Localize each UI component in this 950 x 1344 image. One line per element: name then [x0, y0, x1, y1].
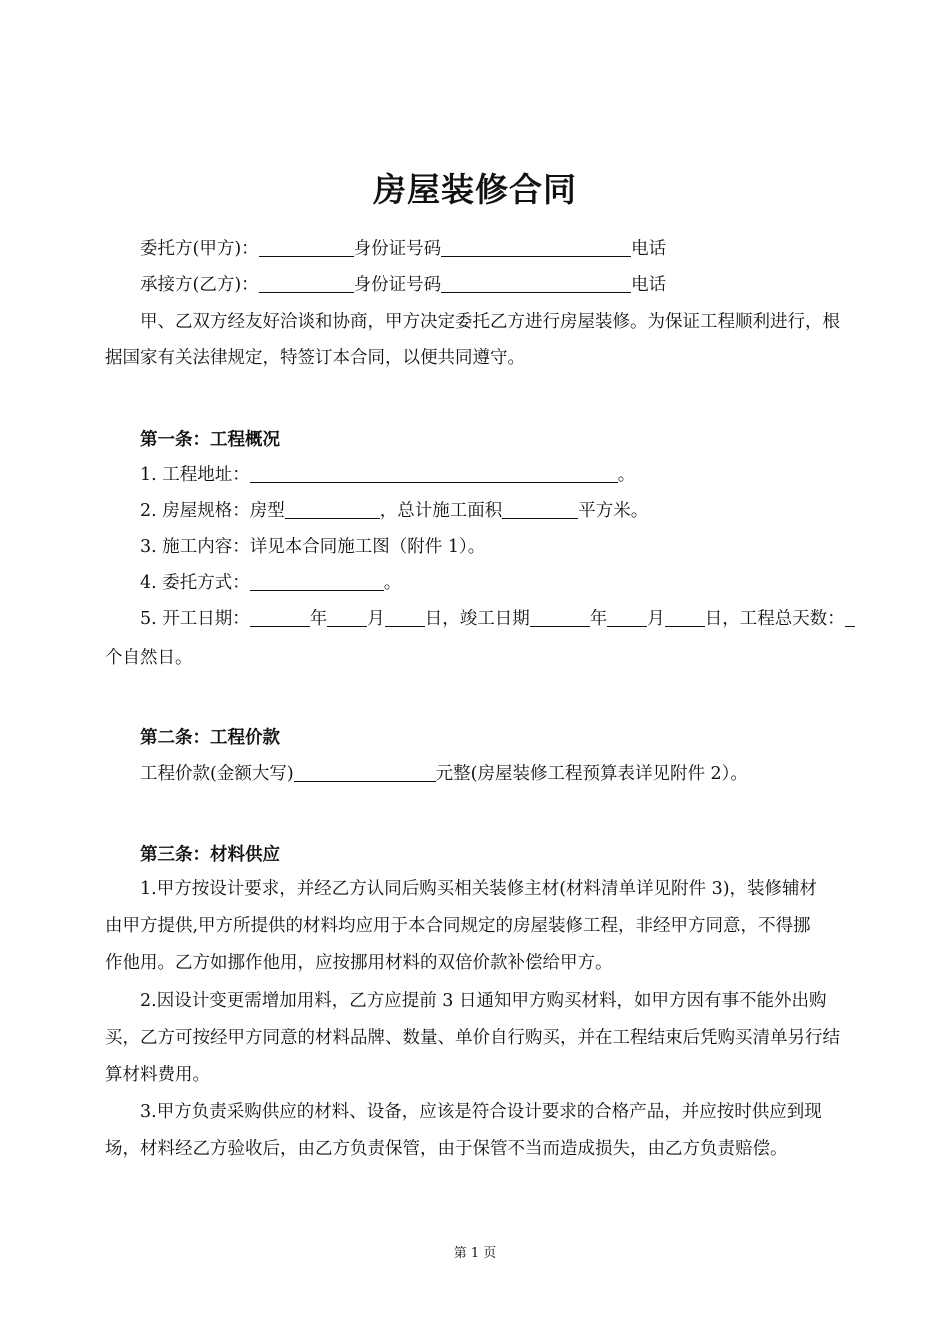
year-label: 年	[589, 609, 608, 629]
house-type-label: 2. 房屋规格：房型	[140, 501, 285, 521]
party-b-name-field[interactable]	[259, 270, 354, 293]
year-label: 年	[309, 609, 328, 629]
entrust-method-field[interactable]	[250, 568, 384, 591]
house-type-field[interactable]	[285, 496, 380, 519]
article-2-price	[140, 756, 880, 792]
month-label: 月	[367, 609, 385, 629]
start-day-field[interactable]	[385, 604, 425, 627]
article-1-item-2	[140, 493, 880, 529]
end-day-field[interactable]	[665, 604, 705, 627]
start-month-field[interactable]	[327, 604, 367, 627]
page-title: 房屋装修合同	[373, 170, 577, 209]
article-1-item-4	[140, 565, 880, 601]
article-3-p3-line-2: 场，材料经乙方验收后，由乙方负责保管，由于保管不当而造成损失，由乙方负责赔偿。	[105, 1139, 788, 1159]
address-field[interactable]	[250, 460, 618, 483]
article-3-p2-line-3: 算材料费用。	[105, 1065, 210, 1085]
end-year-field[interactable]	[530, 604, 590, 627]
article-3-p1-line-1: 1.甲方按设计要求，并经乙方认同后购买相关装修主材(材料清单详见附件 3)，装修辅材	[140, 879, 818, 899]
intro-line-1: 甲、乙双方经友好洽谈和协商，甲方决定委托乙方进行房屋装修。为保证工程顺利进行，根	[140, 312, 840, 332]
total-days-label: 日，工程总天数：	[704, 609, 845, 629]
party-b-id-field[interactable]	[441, 270, 631, 293]
party-b-label: 承接方(乙方)：	[140, 275, 259, 295]
party-a-id-label: 身份证号码	[353, 239, 442, 259]
end-date-label: 竣工日期	[459, 609, 530, 629]
start-date-label: 5. 开工日期：	[140, 609, 250, 629]
article-3-p3-line-1: 3.甲方负责采购供应的材料、设备，应该是符合设计要求的合格产品，并应按时供应到现	[140, 1102, 822, 1122]
party-b-phone-label: 电话	[631, 275, 667, 295]
article-3-p1-line-3: 作他用。乙方如挪作他用，应按挪用材料的双倍价款补偿给甲方。	[105, 953, 613, 973]
article-3-heading: 第三条：材料供应	[140, 845, 280, 865]
article-3-p2-line-1: 2.因设计变更需增加用料，乙方应提前 3 日通知甲方购买材料，如甲方因有事不能外出购	[140, 991, 827, 1011]
end-month-field[interactable]	[607, 604, 647, 627]
day-label: 日，	[424, 609, 460, 629]
address-label: 1. 工程地址：	[140, 465, 250, 485]
article-3-p2-line-2: 买，乙方可按经甲方同意的材料品牌、数量、单价自行购买，并在工程结束后凭购买清单另行结	[105, 1028, 840, 1048]
party-a-label: 委托方(甲方)：	[140, 239, 259, 259]
article-1-heading: 第一条：工程概况	[140, 430, 280, 450]
area-unit: 平方米。	[578, 501, 649, 521]
item-1-end: 。	[617, 465, 636, 485]
party-a-line	[140, 231, 880, 267]
start-year-field[interactable]	[250, 604, 310, 627]
party-a-name-field[interactable]	[259, 234, 354, 257]
article-2-heading: 第二条：工程价款	[140, 728, 280, 748]
price-end: 元整(房屋装修工程预算表详见附件 2）。	[435, 764, 748, 784]
article-1-item-1	[140, 457, 880, 493]
article-1-item-3: 3. 施工内容：详见本合同施工图（附件 1）。	[140, 537, 486, 557]
entrust-method-label: 4. 委托方式：	[140, 573, 250, 593]
party-a-phone-label: 电话	[631, 239, 667, 259]
article-1-item-5-cont: 个自然日。	[105, 648, 193, 668]
party-b-line	[140, 267, 880, 303]
item-4-end: 。	[383, 573, 402, 593]
area-field[interactable]	[502, 496, 578, 519]
party-a-id-field[interactable]	[441, 234, 631, 257]
price-label: 工程价款(金额大写)	[140, 764, 294, 784]
price-field[interactable]	[294, 759, 436, 782]
article-3-p1-line-2: 由甲方提供,甲方所提供的材料均应用于本合同规定的房屋装修工程，非经甲方同意，不得挪	[105, 916, 811, 936]
area-label: ，总计施工面积	[379, 501, 503, 521]
intro-line-2: 据国家有关法律规定，特签订本合同，以便共同遵守。	[105, 348, 525, 368]
total-days-field[interactable]	[845, 604, 855, 627]
party-b-id-label: 身份证号码	[353, 275, 442, 295]
article-1-item-5	[140, 601, 880, 637]
page-number: 第 1 页	[453, 1246, 497, 1261]
month-label: 月	[647, 609, 665, 629]
